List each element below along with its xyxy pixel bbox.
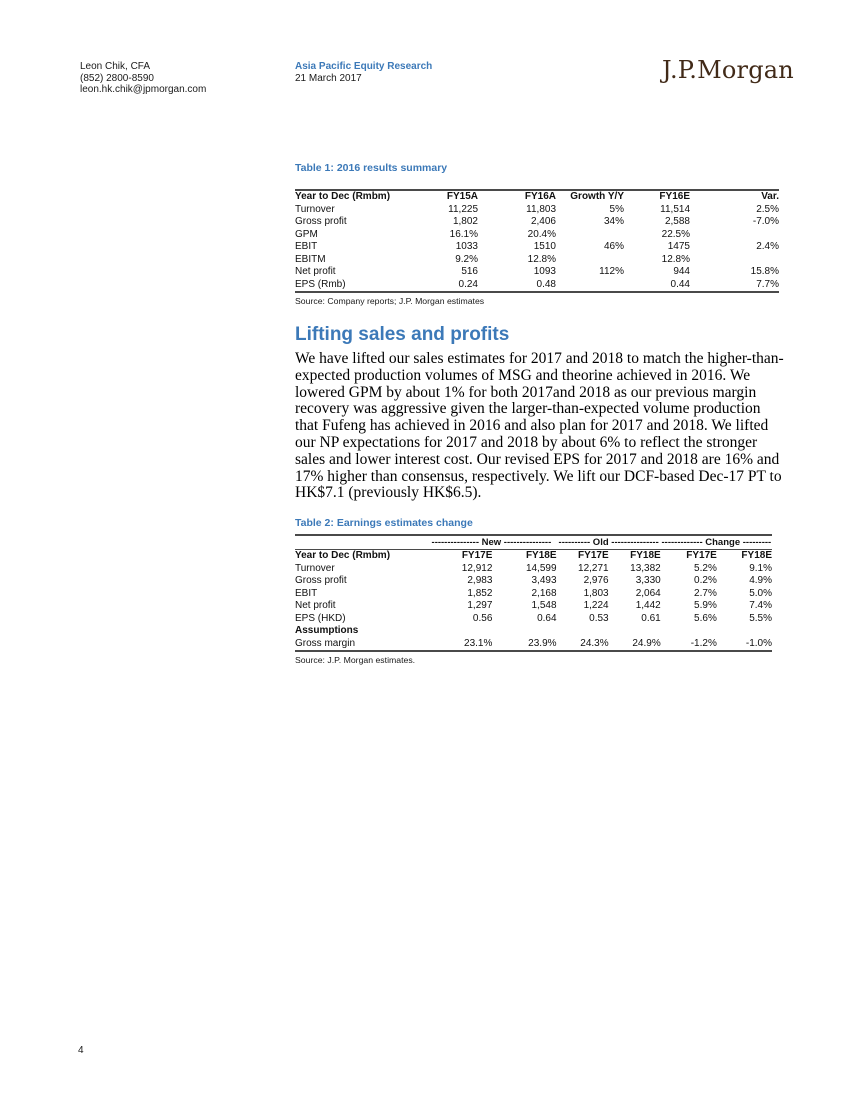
table-cell: 5.2% (694, 562, 717, 574)
group-header (295, 535, 426, 550)
table-cell: 3,493 (531, 575, 557, 586)
table-cell: 2.4% (756, 241, 779, 252)
column-header: FY17E (686, 550, 717, 561)
table-cell: 7.7% (756, 278, 779, 290)
column-header: FY18E (741, 550, 772, 561)
table-cell: 34% (603, 216, 624, 227)
table-cell: 46% (603, 241, 624, 252)
table-cell: 944 (673, 266, 690, 277)
table-cell: 1,224 (583, 600, 609, 611)
table-cell (556, 254, 624, 267)
table-cell (557, 625, 609, 638)
table-cell: 4.9% (749, 575, 772, 586)
analyst-phone: (852) 2800-8590 (80, 72, 154, 84)
table-cell: 1033 (455, 241, 478, 252)
table-cell: 0.56 (472, 612, 493, 624)
column-header: Year to Dec (Rmbm) (295, 550, 391, 561)
table-cell: 16.1% (449, 228, 478, 240)
table-cell: 2,588 (664, 216, 690, 227)
table-cell: 9.2% (455, 253, 478, 265)
row-label: Assumptions (295, 625, 359, 636)
group-header: ------------- Change --------- (661, 537, 772, 548)
table-cell: 0.48 (536, 278, 556, 290)
table-cell (661, 625, 717, 638)
table-cell: 0.24 (458, 278, 478, 290)
table-cell: 2,406 (530, 216, 556, 227)
table-cell: 3,330 (635, 575, 661, 586)
row-label: EBIT (295, 587, 318, 599)
row-label: EPS (HKD) (295, 612, 346, 624)
table-cell: 15.8% (750, 266, 779, 277)
table-cell: 20.4% (527, 228, 556, 240)
analyst-email: leon.hk.chik@jpmorgan.com (80, 84, 207, 95)
table-cell: 0.61 (641, 612, 661, 624)
column-header: FY18E (630, 550, 661, 561)
table-cell: 12,912 (461, 562, 493, 574)
earnings-estimates-table (295, 534, 772, 652)
table-cell: 13,382 (630, 562, 661, 574)
table-cell: 1,548 (531, 600, 557, 611)
publication-date: 21 March 2017 (295, 72, 362, 84)
table-cell: 1,803 (583, 587, 609, 599)
table-cell: -1.0% (745, 637, 772, 649)
table-cell (556, 229, 624, 242)
table-cell: 11,514 (660, 203, 690, 215)
table-cell: -7.0% (752, 216, 779, 227)
group-header: ---------- Old --------------- (558, 537, 659, 548)
table-cell: 5.5% (749, 612, 772, 624)
table-cell (609, 625, 661, 638)
table-cell: 1,297 (467, 600, 493, 611)
row-label: Gross profit (295, 575, 347, 586)
table-cell: 516 (461, 266, 478, 277)
table-cell: 5.9% (694, 600, 717, 611)
table-cell: 2,168 (531, 587, 557, 599)
group-header: --------------- New --------------- (426, 535, 556, 550)
table-cell: 2,064 (635, 587, 661, 599)
table-cell: 2,983 (467, 575, 493, 586)
table-cell (690, 254, 779, 267)
table2-title: Table 2: Earnings estimates change (295, 517, 473, 529)
publication-title: Asia Pacific Equity Research (295, 61, 433, 72)
table-cell: 1,802 (452, 216, 478, 227)
results-summary-table (295, 189, 779, 293)
table-cell: 5% (609, 203, 624, 215)
column-header: Growth Y/Y (570, 191, 624, 202)
table-cell: 1,852 (467, 587, 493, 599)
column-header: Var. (761, 191, 779, 202)
row-label: EBIT (295, 241, 318, 252)
table-cell: 2,976 (583, 575, 609, 586)
column-header: FY16E (659, 191, 690, 202)
page-number: 4 (78, 1045, 84, 1056)
table-cell: 0.64 (537, 612, 557, 624)
column-header: FY18E (525, 550, 557, 561)
table-cell: 2.5% (756, 203, 779, 215)
row-label: Turnover (295, 562, 335, 574)
table-cell: 0.2% (694, 575, 717, 586)
analyst-name: Leon Chik, CFA (80, 61, 151, 72)
table-cell: 9.1% (749, 562, 772, 574)
table-cell: 23.9% (528, 637, 557, 649)
row-label: Net profit (295, 266, 336, 277)
jpmorgan-logo: J.P.Morgan (662, 56, 794, 84)
earnings-estimates-block (295, 517, 782, 665)
table-cell: 1475 (667, 241, 690, 252)
table-cell: 0.53 (589, 612, 609, 624)
table-cell: 7.4% (749, 600, 772, 611)
table-cell: 24.3% (580, 637, 609, 649)
table-cell: 11,225 (448, 203, 478, 215)
row-label: Gross profit (295, 216, 347, 227)
column-header: FY15A (446, 191, 478, 202)
row-label: EBITM (295, 253, 326, 265)
column-header: FY16A (524, 191, 556, 202)
section-heading: Lifting sales and profits (295, 324, 510, 345)
table-cell (492, 625, 556, 638)
publication-block (295, 61, 432, 84)
table-cell (556, 279, 624, 293)
section-body: We have lifted our sales estimates for 2017 and 2018 to match the higher-than-expected production volumes of MSG and theorine achieved in 2016. We lowered GPM by about 1% for both 2017and 2018 as our previous margin recovery was aggressive given the larger-than-expected volume production that Fufeng has achieved in 2016 and also plan for 2017 and 2018. We lifted our NP expectations for 2017 and 2018 by about 6% to reflect the stronger sales and lower interest cost. Our revised EPS for 2017 and 2018 are 16% and 17% higher than consensus, respectively. We lift our DCF-based Dec-17 PT to HK$7.1 (previously HK$6.5). (295, 350, 784, 502)
table-cell: 1,442 (635, 600, 661, 611)
table1-title: Table 1: 2016 results summary (295, 162, 448, 174)
table-cell: 22.5% (661, 228, 690, 240)
table-cell: 24.9% (632, 637, 661, 649)
table-cell (690, 229, 779, 242)
table1-source: Source: Company reports; J.P. Morgan estimates (295, 296, 485, 306)
table-cell: 11,803 (526, 203, 556, 215)
table-cell: 14,599 (525, 562, 557, 574)
row-label: EPS (Rmb) (295, 278, 346, 290)
table-cell: 112% (599, 266, 624, 277)
table-cell: 23.1% (464, 637, 493, 649)
table-cell: 12.8% (661, 253, 690, 265)
table-cell: 1093 (533, 266, 556, 277)
table-cell: 0.44 (670, 278, 690, 290)
table-cell: 1510 (533, 241, 556, 252)
column-header: FY17E (578, 550, 609, 561)
table-cell: 12.8% (527, 253, 556, 265)
table-cell: 5.0% (749, 587, 772, 599)
analyst-block (80, 61, 206, 96)
table-cell: 12,271 (578, 562, 609, 574)
column-header: Year to Dec (Rmbm) (295, 191, 391, 202)
row-label: Net profit (295, 600, 336, 611)
row-label: Turnover (295, 203, 335, 215)
row-label: Gross margin (295, 637, 356, 649)
results-summary-block (295, 162, 782, 306)
table-cell (426, 625, 492, 638)
table-cell: 2.7% (694, 587, 717, 599)
table2-source: Source: J.P. Morgan estimates. (295, 655, 416, 665)
table-cell (717, 625, 772, 638)
table-cell: 5.6% (694, 612, 717, 624)
row-label: GPM (295, 228, 318, 240)
table-cell: -1.2% (690, 637, 717, 649)
column-header: FY17E (461, 550, 493, 561)
